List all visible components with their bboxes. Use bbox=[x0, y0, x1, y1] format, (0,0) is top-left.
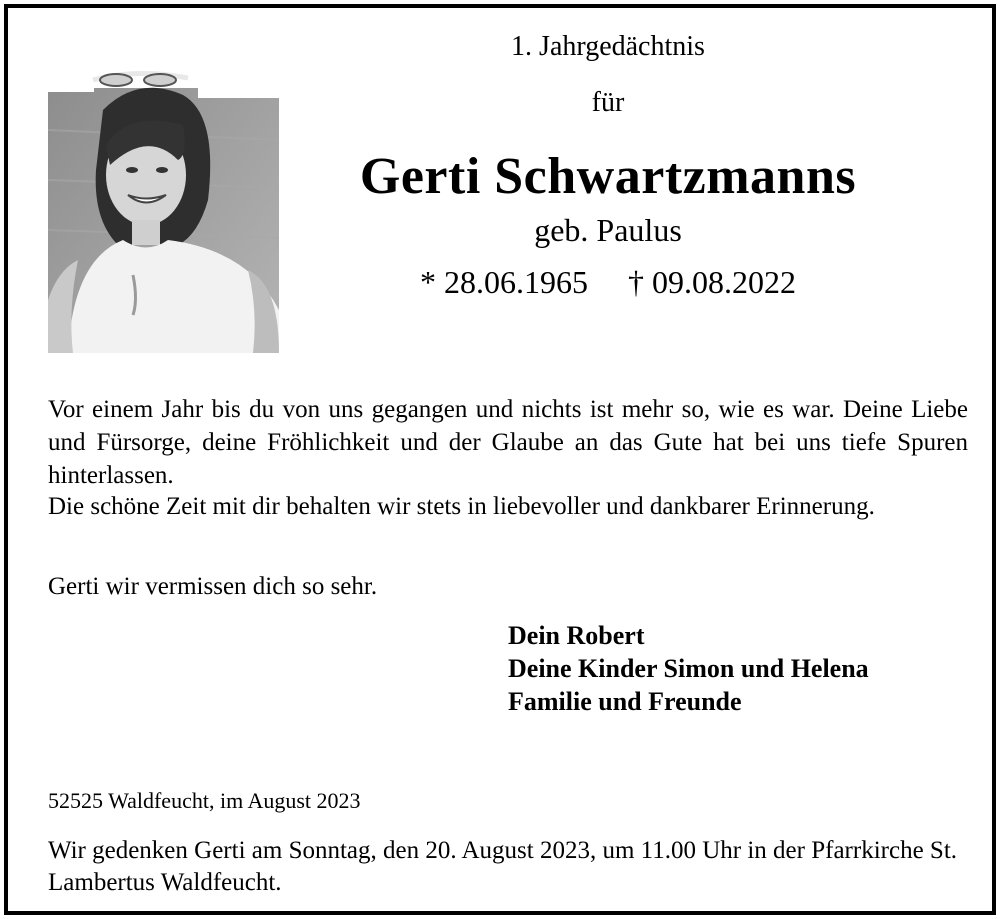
tribute-paragraph-1: Vor einem Jahr bis du von uns gegangen und nichts ist mehr so, wie es war. Deine Liebe und Fürsorge, deine Fröhlichkeit und der Glaube an das Gute hat bei uns tiefe Spuren hinterlassen. bbox=[48, 396, 968, 489]
for-label: für bbox=[591, 87, 625, 118]
signature-block bbox=[508, 619, 869, 718]
tribute-paragraph-2: Die schöne Zeit mit dir behalten wir stets in liebevoller und dankbarer Erinnerung. bbox=[48, 493, 875, 520]
signature-line: Deine Kinder Simon und Helena bbox=[508, 654, 869, 683]
death-date: † 09.08.2022 bbox=[628, 264, 796, 300]
notice-frame bbox=[4, 4, 996, 915]
anniversary-label: 1. Jahrgedächtnis bbox=[511, 31, 705, 62]
tribute-paragraph-3: Gerti wir vermissen dich so sehr. bbox=[48, 573, 378, 600]
memorial-service-text: Wir gedenken Gerti am Sonntag, den 20. August 2023, um 11.00 Uhr in der Pfarrkirche St. Lambertus Waldfeucht. bbox=[48, 837, 958, 896]
signature-line: Dein Robert bbox=[508, 621, 645, 650]
deceased-name: Gerti Schwartzmanns bbox=[359, 148, 857, 205]
life-dates bbox=[308, 262, 908, 302]
portrait-photo-graphic bbox=[48, 70, 279, 353]
place-date: 52525 Waldfeucht, im August 2023 bbox=[48, 788, 361, 813]
signature-line: Familie und Freunde bbox=[508, 687, 742, 716]
birth-date: * 28.06.1965 bbox=[420, 264, 588, 300]
portrait-photo bbox=[48, 70, 279, 353]
maiden-name: geb. Paulus bbox=[534, 212, 682, 248]
